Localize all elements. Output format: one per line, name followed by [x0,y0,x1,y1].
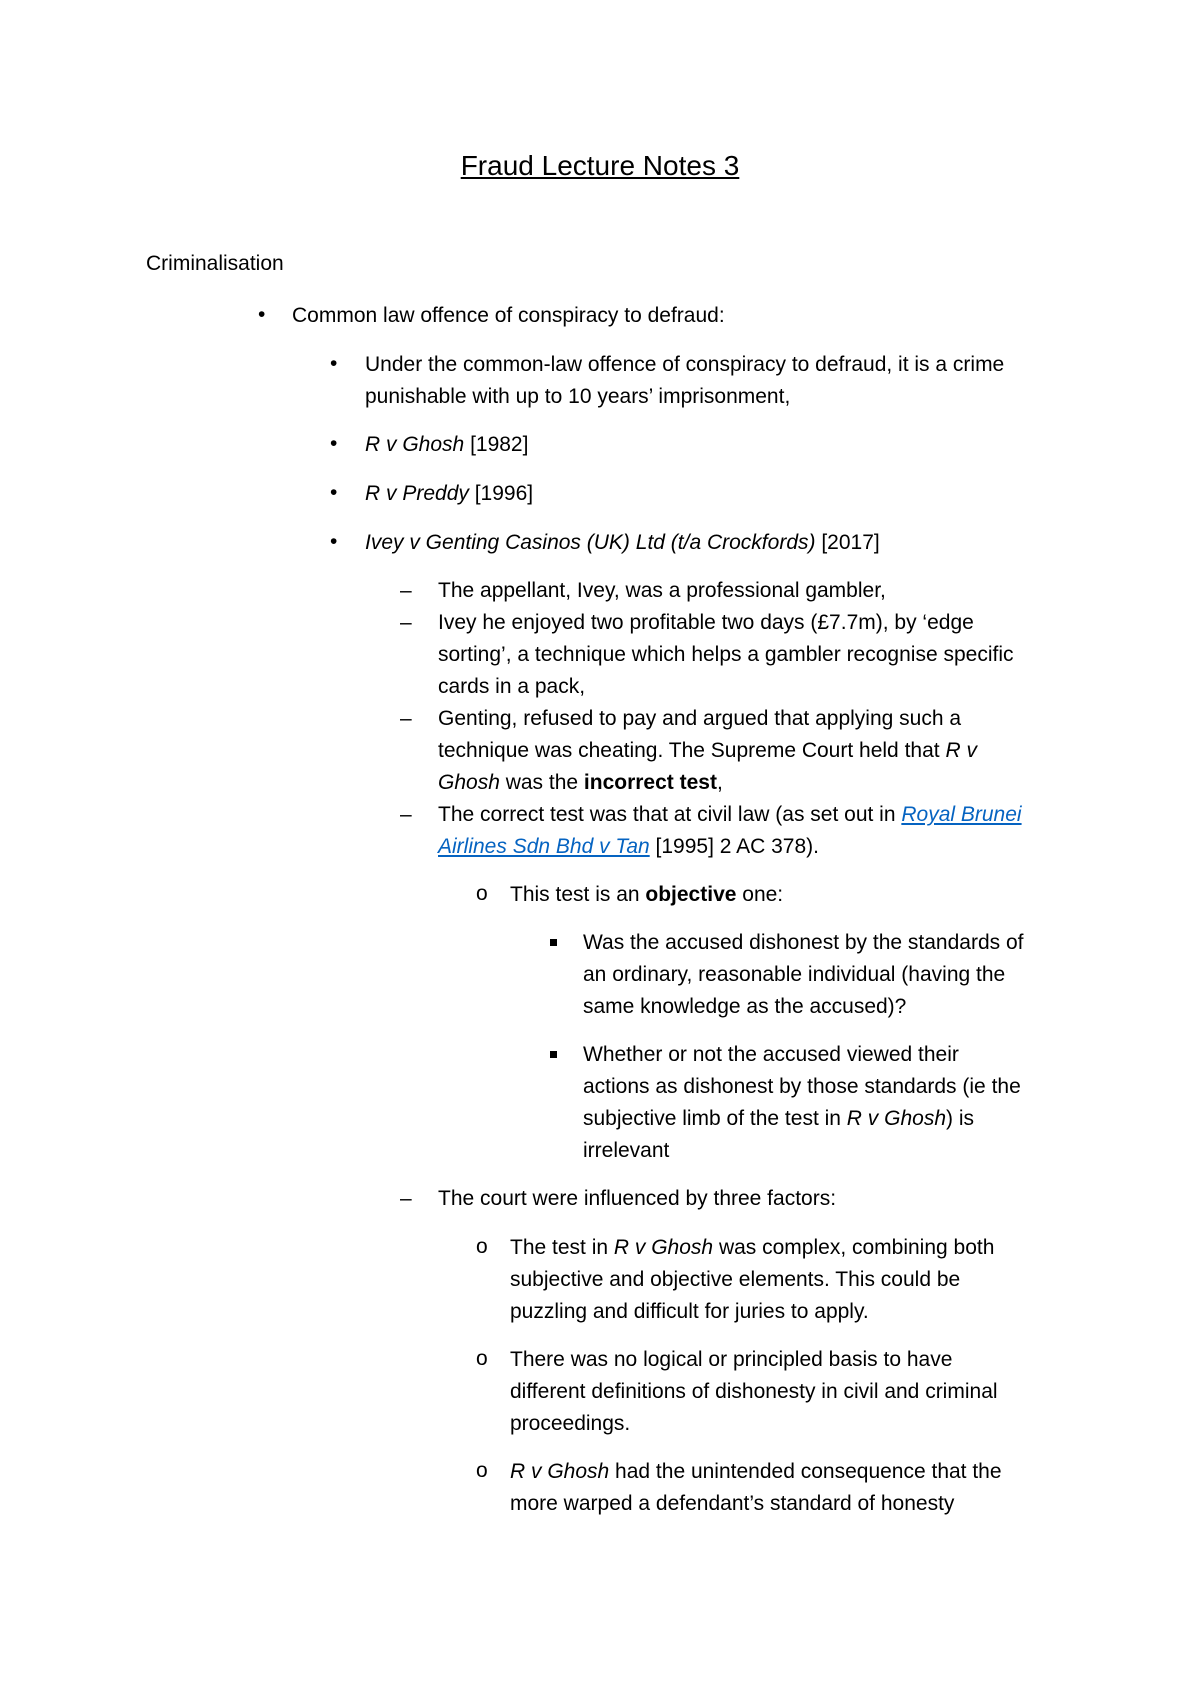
factor-item [510,1456,1130,1520]
text-line: Was the accused dishonest by the standards of [583,931,1024,954]
text-run: was complex, combining both [713,1236,995,1259]
text-line: Genting, refused to pay and argued that applying such a [438,707,962,730]
text-line: cards in a pack, [438,675,586,698]
text-line: There was no logical or principled basis to have [510,1348,953,1371]
dash-item: The appellant, Ivey, was a professional gambler, [438,579,886,602]
text-line [438,767,1138,799]
factor-item [510,1344,1150,1440]
case-ref: R v Ghosh [510,1460,610,1483]
text-line: punishable with up to 10 years’ imprisonment, [365,385,791,408]
case-ref: R v Ghosh [846,1107,947,1130]
level2-item [365,527,880,559]
text-run: The correct test was that at civil law (as set out in [438,803,902,826]
bullet-marker: • [258,303,266,326]
text-run: The test in [510,1236,614,1259]
circle-marker: o [476,1347,488,1370]
case-name: R v Ghosh [365,433,465,456]
text-line [583,1103,1143,1135]
text-run: This test is an [510,883,646,906]
text-line: an ordinary, reasonable individual (having the [583,963,1006,986]
circle-marker: o [476,1235,488,1258]
emphasis: incorrect test [583,771,717,794]
text-line: Ivey he enjoyed two profitable two days (£7.7m), by ‘edge [438,611,974,634]
text-run: ) is [946,1107,975,1130]
dash-marker: – [400,579,412,602]
factor-item [510,1232,1130,1328]
text-line: Under the common-law offence of conspiracy to defraud, it is a crime [365,353,1005,376]
square-item [583,1039,1143,1167]
page-title: Fraud Lecture Notes 3 [460,150,740,181]
bullet-marker: • [330,352,338,375]
text-run: one: [736,883,784,906]
case-ref: R v Ghosh [613,1236,714,1259]
text-line: subjective and objective elements. This could be [510,1268,961,1291]
case-name: R v Preddy [365,482,469,505]
text-line: puzzling and difficult for juries to apply. [510,1300,869,1323]
case-year: [1982] [470,433,529,456]
text-line [438,831,1158,863]
dash-marker: – [400,611,412,634]
bullet-marker: • [330,481,338,504]
square-marker [550,939,557,946]
emphasis: objective [645,883,737,906]
dash-marker: – [400,707,412,730]
text-run: [1995] 2 AC 378). [649,835,819,858]
bullet-marker: • [330,432,338,455]
case-ref: R v [945,739,977,762]
case-link[interactable]: Royal Brunei [901,803,1022,826]
dash-item [438,703,1138,799]
text-line [438,735,1138,767]
dash-item [438,799,1158,863]
text-run: technique was cheating. The Supreme Court held that [438,739,946,762]
level2-item [365,349,1125,413]
level1-item: Common law offence of conspiracy to defraud: [292,304,725,327]
text-line: more warped a defendant’s standard of honesty [510,1492,955,1515]
case-link[interactable]: Airlines Sdn Bhd v Tan [438,835,650,858]
text-line: different definitions of dishonesty in civil and criminal [510,1380,998,1403]
square-item [583,927,1143,1023]
circle-marker: o [476,882,488,905]
circle-item [510,879,783,911]
text-run: , [716,771,723,794]
square-marker [550,1051,557,1058]
text-run: was the [499,771,584,794]
text-line: proceedings. [510,1412,631,1435]
text-line [510,1456,1130,1488]
case-year: [1996] [474,482,534,505]
text-line: actions as dishonest by those standards (ie the [583,1075,1021,1098]
dash-item [438,607,1138,703]
section-heading: Criminalisation [146,252,284,275]
circle-marker: o [476,1459,488,1482]
level2-item [365,478,533,510]
text-line [438,799,1158,831]
text-run: had the unintended consequence that the [609,1460,1002,1483]
bullet-marker: • [330,530,338,553]
case-ref: Ghosh [438,771,500,794]
text-run: subjective limb of the test in [583,1107,847,1130]
text-line [510,1232,1130,1264]
text-line: sorting’, a technique which helps a gambler recognise specific [438,643,1014,666]
dash-item: The court were influenced by three factors: [438,1187,837,1210]
case-year: [2017] [821,531,880,554]
level2-item [365,429,528,461]
text-line: same knowledge as the accused)? [583,995,907,1018]
text-line: irrelevant [583,1139,670,1162]
dash-marker: – [400,803,412,826]
dash-marker: – [400,1187,412,1210]
text-line: Whether or not the accused viewed their [583,1043,959,1066]
case-name: Ivey v Genting Casinos (UK) Ltd (t/a Crockfords) [365,531,816,554]
